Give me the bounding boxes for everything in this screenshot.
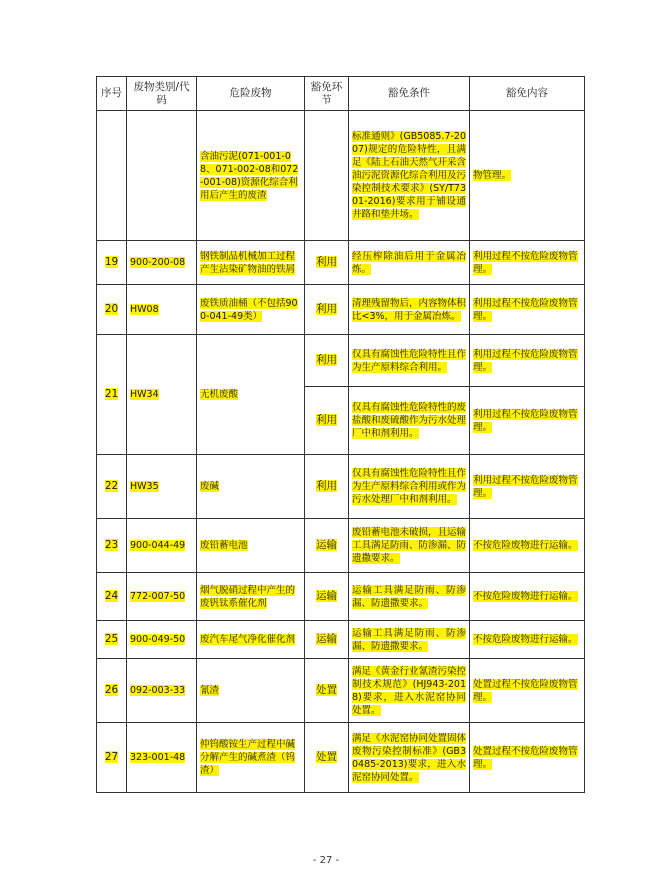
cell-stage: 运输 [305,621,349,659]
table-row [97,659,585,723]
table-row [97,285,585,335]
cell-stage: 利用 [305,455,349,519]
cell-waste: 废碱 [197,455,305,519]
cell-stage: 利用 [305,387,349,455]
cell-stage: 利用 [305,335,349,387]
cell-code: 772-007-50 [127,573,197,621]
cell-waste: 废铅蓄电池 [197,519,305,573]
cell-seq: 26 [97,659,127,723]
cell-code: 092-003-33 [127,659,197,723]
cell-code: 900-044-49 [127,519,197,573]
cell-condition: 满足《水泥窑协同处置固体废物污染控制标准》(GB30485-2013)要求，进入水泥窑协同处置。 [349,723,470,793]
cell-waste: 无机废酸 [197,335,305,455]
header-exempt-condition: 豁免条件 [349,77,470,111]
cell-condition: 废铅蓄电池未破损，且运输工具满足防雨、防渗漏、防遗撒要求。 [349,519,470,573]
cell-seq: 25 [97,621,127,659]
header-seq: 序号 [97,77,127,111]
cell-condition: 运输工具满足防雨、防渗漏、防遗撒要求。 [349,573,470,621]
cell-condition: 运输工具满足防雨、防渗漏、防遗撒要求。 [349,621,470,659]
cell-condition: 仅具有腐蚀性危险特性的废盐酸和废硫酸作为污水处理厂中和剂利用。 [349,387,470,455]
header-hazardous-waste: 危险废物 [197,77,305,111]
cell-stage [305,111,349,241]
cell-seq: 23 [97,519,127,573]
cell-condition: 满足《黄金行业氰渣污染控制技术规范》(HJ943-2018)要求，进入水泥窑协同处置。 [349,659,470,723]
cell-content: 不按危险废物进行运输。 [470,519,585,573]
cell-content: 物管理。 [470,111,585,241]
cell-condition: 清理残留物后，内容物体积比<3%，用于金属冶炼。 [349,285,470,335]
cell-content: 利用过程不按危险废物管理。 [470,387,585,455]
cell-condition: 仅具有腐蚀性危险特性且作为生产原料综合利用或作为污水处理厂中和剂利用。 [349,455,470,519]
cell-code: HW08 [127,285,197,335]
cell-stage: 运输 [305,519,349,573]
cell-content: 处置过程不按危险废物管理。 [470,723,585,793]
header-exempt-stage: 豁免环节 [305,77,349,111]
cell-stage: 利用 [305,285,349,335]
cell-seq: 19 [97,241,127,285]
cell-seq: 20 [97,285,127,335]
cell-code: 900-200-08 [127,241,197,285]
cell-seq: 27 [97,723,127,793]
cell-waste: 含油污泥(071-001-08、071-002-08和072-001-08)资源化综合利用后产生的废渣 [197,111,305,241]
cell-seq [97,111,127,241]
cell-code: HW34 [127,335,197,455]
cell-waste: 钢铁制品机械加工过程产生沾染矿物油的铁屑 [197,241,305,285]
cell-content: 处置过程不按危险废物管理。 [470,659,585,723]
table-row [97,111,585,241]
table-row [97,621,585,659]
cell-content: 不按危险废物进行运输。 [470,573,585,621]
table-row [97,455,585,519]
cell-content: 利用过程不按危险废物管理。 [470,455,585,519]
cell-waste: 烟气脱硝过程中产生的废钒钛系催化剂 [197,573,305,621]
cell-seq: 24 [97,573,127,621]
table-row [97,723,585,793]
page-number: - 27 - [312,855,340,866]
header-exempt-content: 豁免内容 [470,77,585,111]
cell-stage: 运输 [305,573,349,621]
table-row [97,335,585,387]
header-row [97,77,585,111]
cell-content: 不按危险废物进行运输。 [470,621,585,659]
header-category-code: 废物类别/代码 [127,77,197,111]
table-row [97,519,585,573]
table-row [97,241,585,285]
cell-waste: 废铁质油桶（不包括900-041-49类） [197,285,305,335]
cell-code: 323-001-48 [127,723,197,793]
exemption-table [96,76,585,793]
table-row [97,573,585,621]
cell-seq: 21 [97,335,127,455]
cell-content: 利用过程不按危险废物管理。 [470,335,585,387]
cell-content: 利用过程不按危险废物管理。 [470,285,585,335]
cell-seq: 22 [97,455,127,519]
cell-condition: 仅具有腐蚀性危险特性且作为生产原料综合利用。 [349,335,470,387]
cell-waste: 氰渣 [197,659,305,723]
cell-stage: 利用 [305,241,349,285]
cell-code: HW35 [127,455,197,519]
cell-condition: 标准通则》(GB5085.7-2007)规定的危险特性，且满足《陆上石油天然气开采含油污泥资源化综合利用及污染控制技术要求》(SY/T7301-2016)要求用于铺设通井路和垫井场。 [349,111,470,241]
cell-waste: 仲钨酸铵生产过程中碱分解产生的碱煮渣（钨渣） [197,723,305,793]
cell-code [127,111,197,241]
cell-stage: 处置 [305,659,349,723]
cell-condition: 经压榨除油后用于金属冶炼。 [349,241,470,285]
cell-content: 利用过程不按危险废物管理。 [470,241,585,285]
cell-stage: 处置 [305,723,349,793]
cell-code: 900-049-50 [127,621,197,659]
cell-waste: 废汽车尾气净化催化剂 [197,621,305,659]
